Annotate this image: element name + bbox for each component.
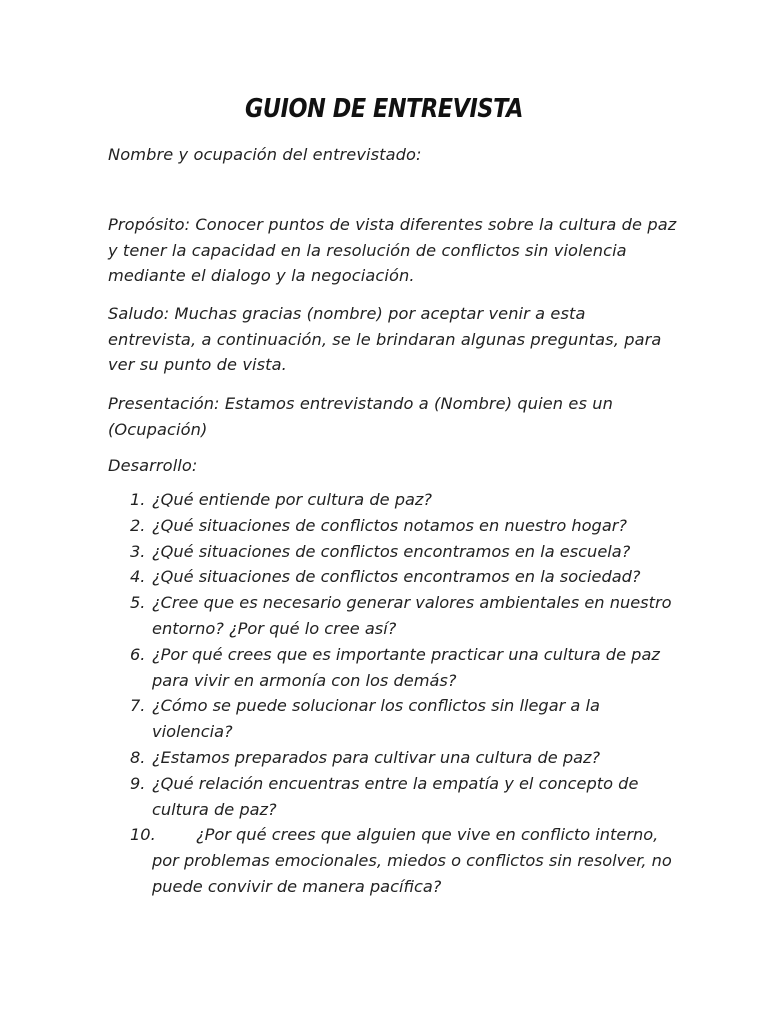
question-text: ¿Cómo se puede solucionar los conflictos sin llegar a la violencia? bbox=[152, 696, 600, 742]
question-text: ¿Qué situaciones de conflictos encontramos en la escuela? bbox=[152, 541, 631, 561]
question-number: 6. bbox=[130, 644, 146, 664]
question-number: 9. bbox=[130, 773, 146, 793]
question-text: ¿Qué relación encuentras entre la empatía y el concepto de cultura de paz? bbox=[152, 773, 639, 819]
document-title: GUION DE ENTREVISTA bbox=[244, 94, 524, 124]
question-item bbox=[108, 745, 678, 771]
question-text: ¿Qué entiende por cultura de paz? bbox=[152, 490, 432, 509]
question-number: 1. bbox=[130, 490, 146, 509]
question-item bbox=[108, 539, 678, 565]
question-item bbox=[108, 590, 678, 642]
question-item bbox=[108, 487, 678, 513]
interviewee-name-line: Nombre y ocupación del entrevistado: bbox=[108, 145, 422, 164]
question-number: 10. bbox=[130, 825, 156, 845]
question-text: ¿Qué situaciones de conflictos notamos en nuestro hogar? bbox=[152, 515, 627, 535]
question-text: ¿Por qué crees que es importante practicar una cultura de paz para vivir en armonía con los demás? bbox=[152, 644, 660, 690]
question-number: 3. bbox=[130, 541, 146, 561]
question-number: 7. bbox=[130, 696, 146, 716]
question-item bbox=[108, 771, 678, 823]
question-text: ¿Cree que es necesario generar valores ambientales en nuestro entorno? ¿Por qué lo cree así? bbox=[152, 593, 672, 638]
presentation-paragraph: Presentación: Estamos entrevistando a (Nombre) quien es un (Ocupación) bbox=[108, 394, 613, 439]
question-text: ¿Estamos preparados para cultivar una cultura de paz? bbox=[152, 747, 601, 767]
question-number: 5. bbox=[130, 593, 146, 613]
question-item bbox=[108, 564, 678, 590]
development-label: Desarrollo: bbox=[108, 456, 198, 475]
question-item bbox=[108, 642, 678, 694]
question-item bbox=[108, 513, 678, 539]
greeting-paragraph: Saludo: Muchas gracias (nombre) por aceptar venir a esta entrevista, a continuación, se le brindaran algunas preguntas, para ver su punto de vista. bbox=[108, 304, 662, 374]
question-item bbox=[108, 822, 678, 899]
question-number: 8. bbox=[130, 747, 146, 767]
purpose-paragraph: Propósito: Conocer puntos de vista diferentes sobre la cultura de paz y tener la capacidad en la resolución de conflictos sin violencia mediante el dialogo y la negociación. bbox=[108, 215, 677, 285]
question-text: ¿Qué situaciones de conflictos encontramos en la sociedad? bbox=[152, 567, 641, 587]
question-number: 4. bbox=[130, 567, 146, 587]
question-list bbox=[108, 487, 678, 900]
question-item bbox=[108, 693, 678, 745]
question-number: 2. bbox=[130, 515, 146, 535]
question-text: ¿Por qué crees que alguien que vive en conflicto interno, por problemas emocionales, miedos o conflictos sin resolver, no puede convivir de manera pacífica? bbox=[152, 825, 672, 896]
